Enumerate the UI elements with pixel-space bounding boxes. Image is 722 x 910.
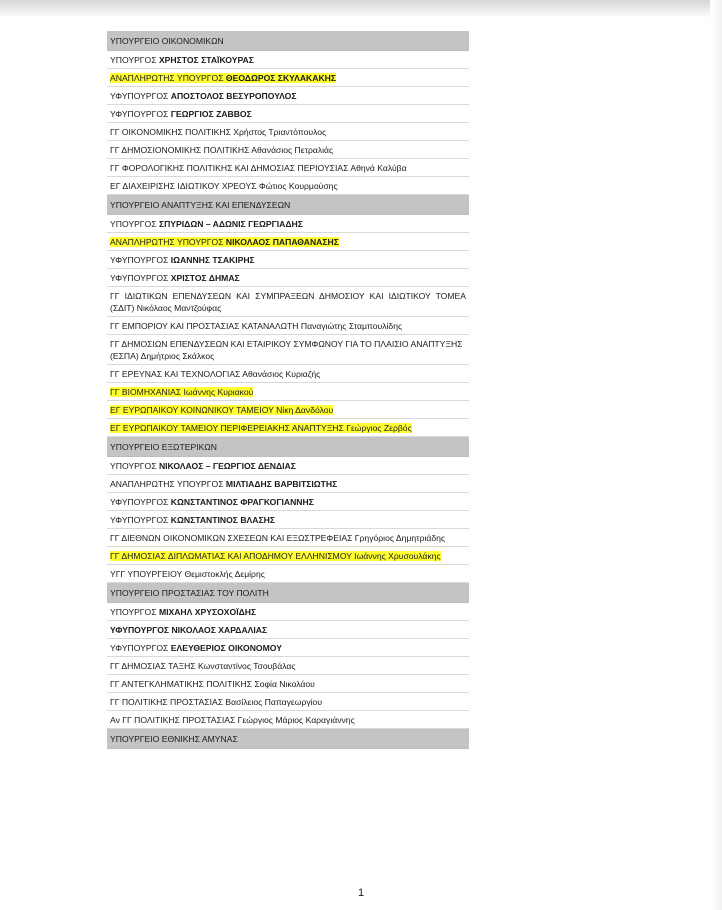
entry-name-bold: ΝΙΚΟΛΑΟΣ – ΓΕΩΡΓΙΟΣ ΔΕΝΔΙΑΣ — [158, 461, 296, 471]
entry-name-bold: ΣΠΥΡΙΔΩΝ – ΑΔΩΝΙΣ ΓΕΩΡΓΙΑΔΗΣ — [158, 219, 303, 229]
entry-title: ΕΓ ΔΙΑΧΕΙΡΙΣΗΣ ΙΔΙΩΤΙΚΟΥ ΧΡΕΟΥΣ Φώτιος Κουρμούσης — [110, 181, 338, 191]
viewer-top-shadow — [0, 0, 722, 18]
entry-name-bold: ΝΙΚΟΛΑΟΣ ΠΑΠΑΘΑΝΑΣΗΣ — [225, 237, 339, 247]
table-row — [107, 105, 469, 123]
entry-title: ΓΓ ΔΗΜΟΣΙΟΝΟΜΙΚΗΣ ΠΟΛΙΤΙΚΗΣ Αθανάσιος Πετραλιάς — [110, 145, 334, 155]
entry-title: ΓΓ ΦΟΡΟΛΟΓΙΚΗΣ ΠΟΛΙΤΙΚΗΣ ΚΑΙ ΔΗΜΟΣΙΑΣ ΠΕΡΙΟΥΣΙΑΣ Αθηνά Καλύβα — [110, 163, 407, 173]
entry-title: ΓΓ ΔΗΜΟΣΙΑΣ ΤΑΞΗΣ Κωνσταντίνος Τσουβάλας — [110, 661, 296, 671]
entry-title: ΥΓΓ ΥΠΟΥΡΓΕΙΟΥ Θεμιστοκλής Δεμίρης — [110, 569, 265, 579]
table-row — [107, 69, 469, 87]
highlighted-entry — [110, 237, 339, 247]
entry-text — [110, 91, 297, 101]
table-row — [107, 419, 469, 437]
entry-title: ΥΠΟΥΡΓΟΣ — [110, 219, 159, 229]
entry-text — [110, 497, 314, 507]
table-row — [107, 159, 469, 177]
entry-name-bold: ΥΦΥΠΟΥΡΓΟΣ ΝΙΚΟΛΑΟΣ ΧΑΡΔΑΛΙΑΣ — [110, 625, 268, 635]
entry-text — [110, 369, 320, 379]
entry-text — [110, 461, 296, 471]
ministry-header-text: ΥΠΟΥΡΓΕΙΟ ΟΙΚΟΝΟΜΙΚΩΝ — [110, 36, 224, 46]
entry-title: ΥΠΟΥΡΓΟΣ — [110, 55, 159, 65]
table-row — [107, 693, 469, 711]
entry-text — [110, 255, 255, 265]
table-row — [107, 233, 469, 251]
entry-text — [110, 291, 466, 313]
ministry-header — [107, 195, 469, 215]
ministry-header — [107, 31, 469, 51]
page-number: 1 — [357, 887, 365, 899]
entry-title: Αν ΓΓ ΠΟΛΙΤΙΚΗΣ ΠΡΟΣΤΑΣΙΑΣ Γεώργιος Μάριος Καραγιάννης — [110, 715, 355, 725]
entry-title: ΥΦΥΠΟΥΡΓΟΣ — [110, 273, 171, 283]
entry-text — [110, 697, 322, 707]
table-row — [107, 215, 469, 233]
table-row — [107, 603, 469, 621]
entry-title: ΓΓ ΙΔΙΩΤΙΚΩΝ ΕΠΕΝΔΥΣΕΩΝ ΚΑΙ ΣΥΜΠΡΑΞΕΩΝ ΔΗΜΟΣΙΟΥ ΚΑΙ ΙΔΙΩΤΙΚΟΥ ΤΟΜΕΑ (ΣΔΙΤ) Νικόλαος Μαντζούφας — [110, 291, 466, 313]
ministers-table — [107, 31, 469, 749]
entry-text — [110, 219, 303, 229]
ministry-header-text: ΥΠΟΥΡΓΕΙΟ ΕΘΝΙΚΗΣ ΑΜΥΝΑΣ — [110, 734, 238, 744]
table-row — [107, 383, 469, 401]
table-row — [107, 457, 469, 475]
table-row — [107, 365, 469, 383]
entry-title: ΓΓ ΟΙΚΟΝΟΜΙΚΗΣ ΠΟΛΙΤΙΚΗΣ Χρήστος Τριαντόπουλος — [110, 127, 327, 137]
table-row — [107, 621, 469, 639]
ministry-header — [107, 437, 469, 457]
highlighted-entry — [110, 423, 412, 433]
entry-text — [110, 109, 252, 119]
entry-title: ΓΓ ΔΗΜΟΣΙΩΝ ΕΠΕΝΔΥΣΕΩΝ ΚΑΙ ΕΤΑΙΡΙΚΟΥ ΣΥΜΦΩΝΟΥ ΓΙΑ ΤΟ ΠΛΑΙΣΙΟ ΑΝΑΠΤΥΞΗΣ (ΕΣΠΑ) Δημήτριος Σκάλκος — [110, 339, 463, 361]
entry-name-bold: ΧΡΙΣΤΟΣ ΔΗΜΑΣ — [170, 273, 240, 283]
entry-text — [110, 625, 267, 635]
entry-text — [110, 661, 296, 671]
highlighted-entry — [110, 73, 336, 83]
table-row — [107, 511, 469, 529]
entry-title: ΓΓ ΔΗΜΟΣΙΑΣ ΔΙΠΛΩΜΑΤΙΑΣ ΚΑΙ ΑΠΟΔΗΜΟΥ ΕΛΛΗΝΙΣΜΟΥ Ιωάννης Χρυσουλάκης — [110, 551, 441, 561]
highlighted-entry — [110, 405, 333, 415]
table-row — [107, 639, 469, 657]
entry-name-bold: ΑΠΟΣΤΟΛΟΣ ΒΕΣΥΡΟΠΟΥΛΟΣ — [170, 91, 297, 101]
entry-name-bold: ΙΩΑΝΝΗΣ ΤΣΑΚΙΡΗΣ — [170, 255, 255, 265]
entry-title: ΓΓ ΑΝΤΕΓΚΛΗΜΑΤΙΚΗΣ ΠΟΛΙΤΙΚΗΣ Σοφία Νικολάου — [110, 679, 315, 689]
entry-text — [110, 569, 265, 579]
entry-title: ΥΦΥΠΟΥΡΓΟΣ — [110, 91, 171, 101]
entry-text — [110, 643, 282, 653]
entry-title: ΕΓ ΕΥΡΩΠΑΙΚΟΥ ΚΟΙΝΩΝΙΚΟΥ ΤΑΜΕΙΟΥ Νίκη Δανδόλου — [110, 405, 334, 415]
entry-title: ΥΦΥΠΟΥΡΓΟΣ — [110, 643, 171, 653]
table-row — [107, 475, 469, 493]
entry-title: ΓΓ ΔΙΕΘΝΩΝ ΟΙΚΟΝΟΜΙΚΩΝ ΣΧΕΣΕΩΝ ΚΑΙ ΕΞΩΣΤΡΕΦΕΙΑΣ Γρηγόριος Δημητριάδης — [110, 533, 446, 543]
entry-title: ΓΓ ΒΙΟΜΗΧΑΝΙΑΣ Ιωάννης Κυριακού — [110, 387, 254, 397]
table-row — [107, 529, 469, 547]
entry-text — [110, 533, 445, 543]
viewer-right-edge — [710, 0, 722, 910]
table-row — [107, 317, 469, 335]
entry-name-bold: ΜΙΛΤΙΑΔΗΣ ΒΑΡΒΙΤΣΙΩΤΗΣ — [225, 479, 338, 489]
ministry-header-text: ΥΠΟΥΡΓΕΙΟ ΠΡΟΣΤΑΣΙΑΣ ΤΟΥ ΠΟΛΙΤΗ — [110, 588, 269, 598]
table-row — [107, 177, 469, 195]
entry-title: ΥΦΥΠΟΥΡΓΟΣ — [110, 515, 171, 525]
table-row — [107, 493, 469, 511]
entry-title: ΓΓ ΕΜΠΟΡΙΟΥ ΚΑΙ ΠΡΟΣΤΑΣΙΑΣ ΚΑΤΑΝΑΛΩΤΗ Παναγιώτης Σταμπουλίδης — [110, 321, 403, 331]
entry-title: ΑΝΑΠΛΗΡΩΤΗΣ ΥΠΟΥΡΓΟΣ — [110, 73, 226, 83]
entry-name-bold: ΚΩΝΣΤΑΝΤΙΝΟΣ ΦΡΑΓΚΟΓΙΑΝΝΗΣ — [170, 497, 314, 507]
entry-text — [110, 607, 256, 617]
entry-text — [110, 321, 402, 331]
table-row — [107, 565, 469, 583]
table-row — [107, 51, 469, 69]
entry-name-bold: ΓΕΩΡΓΙΟΣ ΖΑΒΒΟΣ — [170, 109, 252, 119]
table-row — [107, 335, 469, 365]
entry-text — [110, 679, 315, 689]
table-row — [107, 269, 469, 287]
table-row — [107, 675, 469, 693]
highlighted-entry — [110, 551, 441, 561]
table-row — [107, 251, 469, 269]
ministry-header-text: ΥΠΟΥΡΓΕΙΟ ΕΞΩΤΕΡΙΚΩΝ — [110, 442, 217, 452]
entry-text — [110, 479, 337, 489]
entry-text — [110, 127, 326, 137]
entry-name-bold: ΧΡΗΣΤΟΣ ΣΤΑΪΚΟΥΡΑΣ — [158, 55, 254, 65]
ministry-header-text: ΥΠΟΥΡΓΕΙΟ ΑΝΑΠΤΥΞΗΣ ΚΑΙ ΕΠΕΝΔΥΣΕΩΝ — [110, 200, 291, 210]
entry-title: ΥΦΥΠΟΥΡΓΟΣ — [110, 497, 171, 507]
entry-name-bold: ΚΩΝΣΤΑΝΤΙΝΟΣ ΒΛΑΣΗΣ — [170, 515, 275, 525]
table-row — [107, 287, 469, 317]
entry-text — [110, 715, 355, 725]
entry-title: ΥΦΥΠΟΥΡΓΟΣ — [110, 255, 171, 265]
entry-title: ΑΝΑΠΛΗΡΩΤΗΣ ΥΠΟΥΡΓΟΣ — [110, 479, 226, 489]
entry-text — [110, 55, 254, 65]
entry-name-bold: ΕΛΕΥΘΕΡΙΟΣ ΟΙΚΟΝΟΜΟΥ — [170, 643, 282, 653]
table-row — [107, 657, 469, 675]
ministry-header — [107, 729, 469, 749]
entry-name-bold: ΜΙΧΑΗΛ ΧΡΥΣΟΧΟΪΔΗΣ — [158, 607, 257, 617]
table-row — [107, 141, 469, 159]
entry-text — [110, 145, 333, 155]
entry-title: ΑΝΑΠΛΗΡΩΤΗΣ ΥΠΟΥΡΓΟΣ — [110, 237, 226, 247]
entry-name-bold: ΘΕΟΔΩΡΟΣ ΣΚΥΛΑΚΑΚΗΣ — [225, 73, 337, 83]
entry-title: ΥΠΟΥΡΓΟΣ — [110, 607, 159, 617]
entry-text — [110, 181, 338, 191]
entry-text — [110, 163, 407, 173]
entry-title: ΓΓ ΠΟΛΙΤΙΚΗΣ ΠΡΟΣΤΑΣΙΑΣ Βασίλειος Παπαγεωργίου — [110, 697, 323, 707]
table-row — [107, 87, 469, 105]
table-row — [107, 401, 469, 419]
ministry-header — [107, 583, 469, 603]
entry-title: ΥΦΥΠΟΥΡΓΟΣ — [110, 109, 171, 119]
table-row — [107, 123, 469, 141]
entry-text — [110, 273, 240, 283]
entry-text — [110, 515, 275, 525]
entry-title: ΥΠΟΥΡΓΟΣ — [110, 461, 159, 471]
highlighted-entry — [110, 387, 253, 397]
table-row — [107, 711, 469, 729]
table-row — [107, 547, 469, 565]
entry-title: ΓΓ ΕΡΕΥΝΑΣ ΚΑΙ ΤΕΧΝΟΛΟΓΙΑΣ Αθανάσιος Κυριαζής — [110, 369, 321, 379]
entry-text — [110, 339, 462, 361]
entry-title: ΕΓ ΕΥΡΩΠΑΙΚΟΥ ΤΑΜΕΙΟΥ ΠΕΡΙΦΕΡΕΙΑΚΗΣ ΑΝΑΠΤΥΞΗΣ Γεώργιος Ζερβός — [110, 423, 412, 433]
